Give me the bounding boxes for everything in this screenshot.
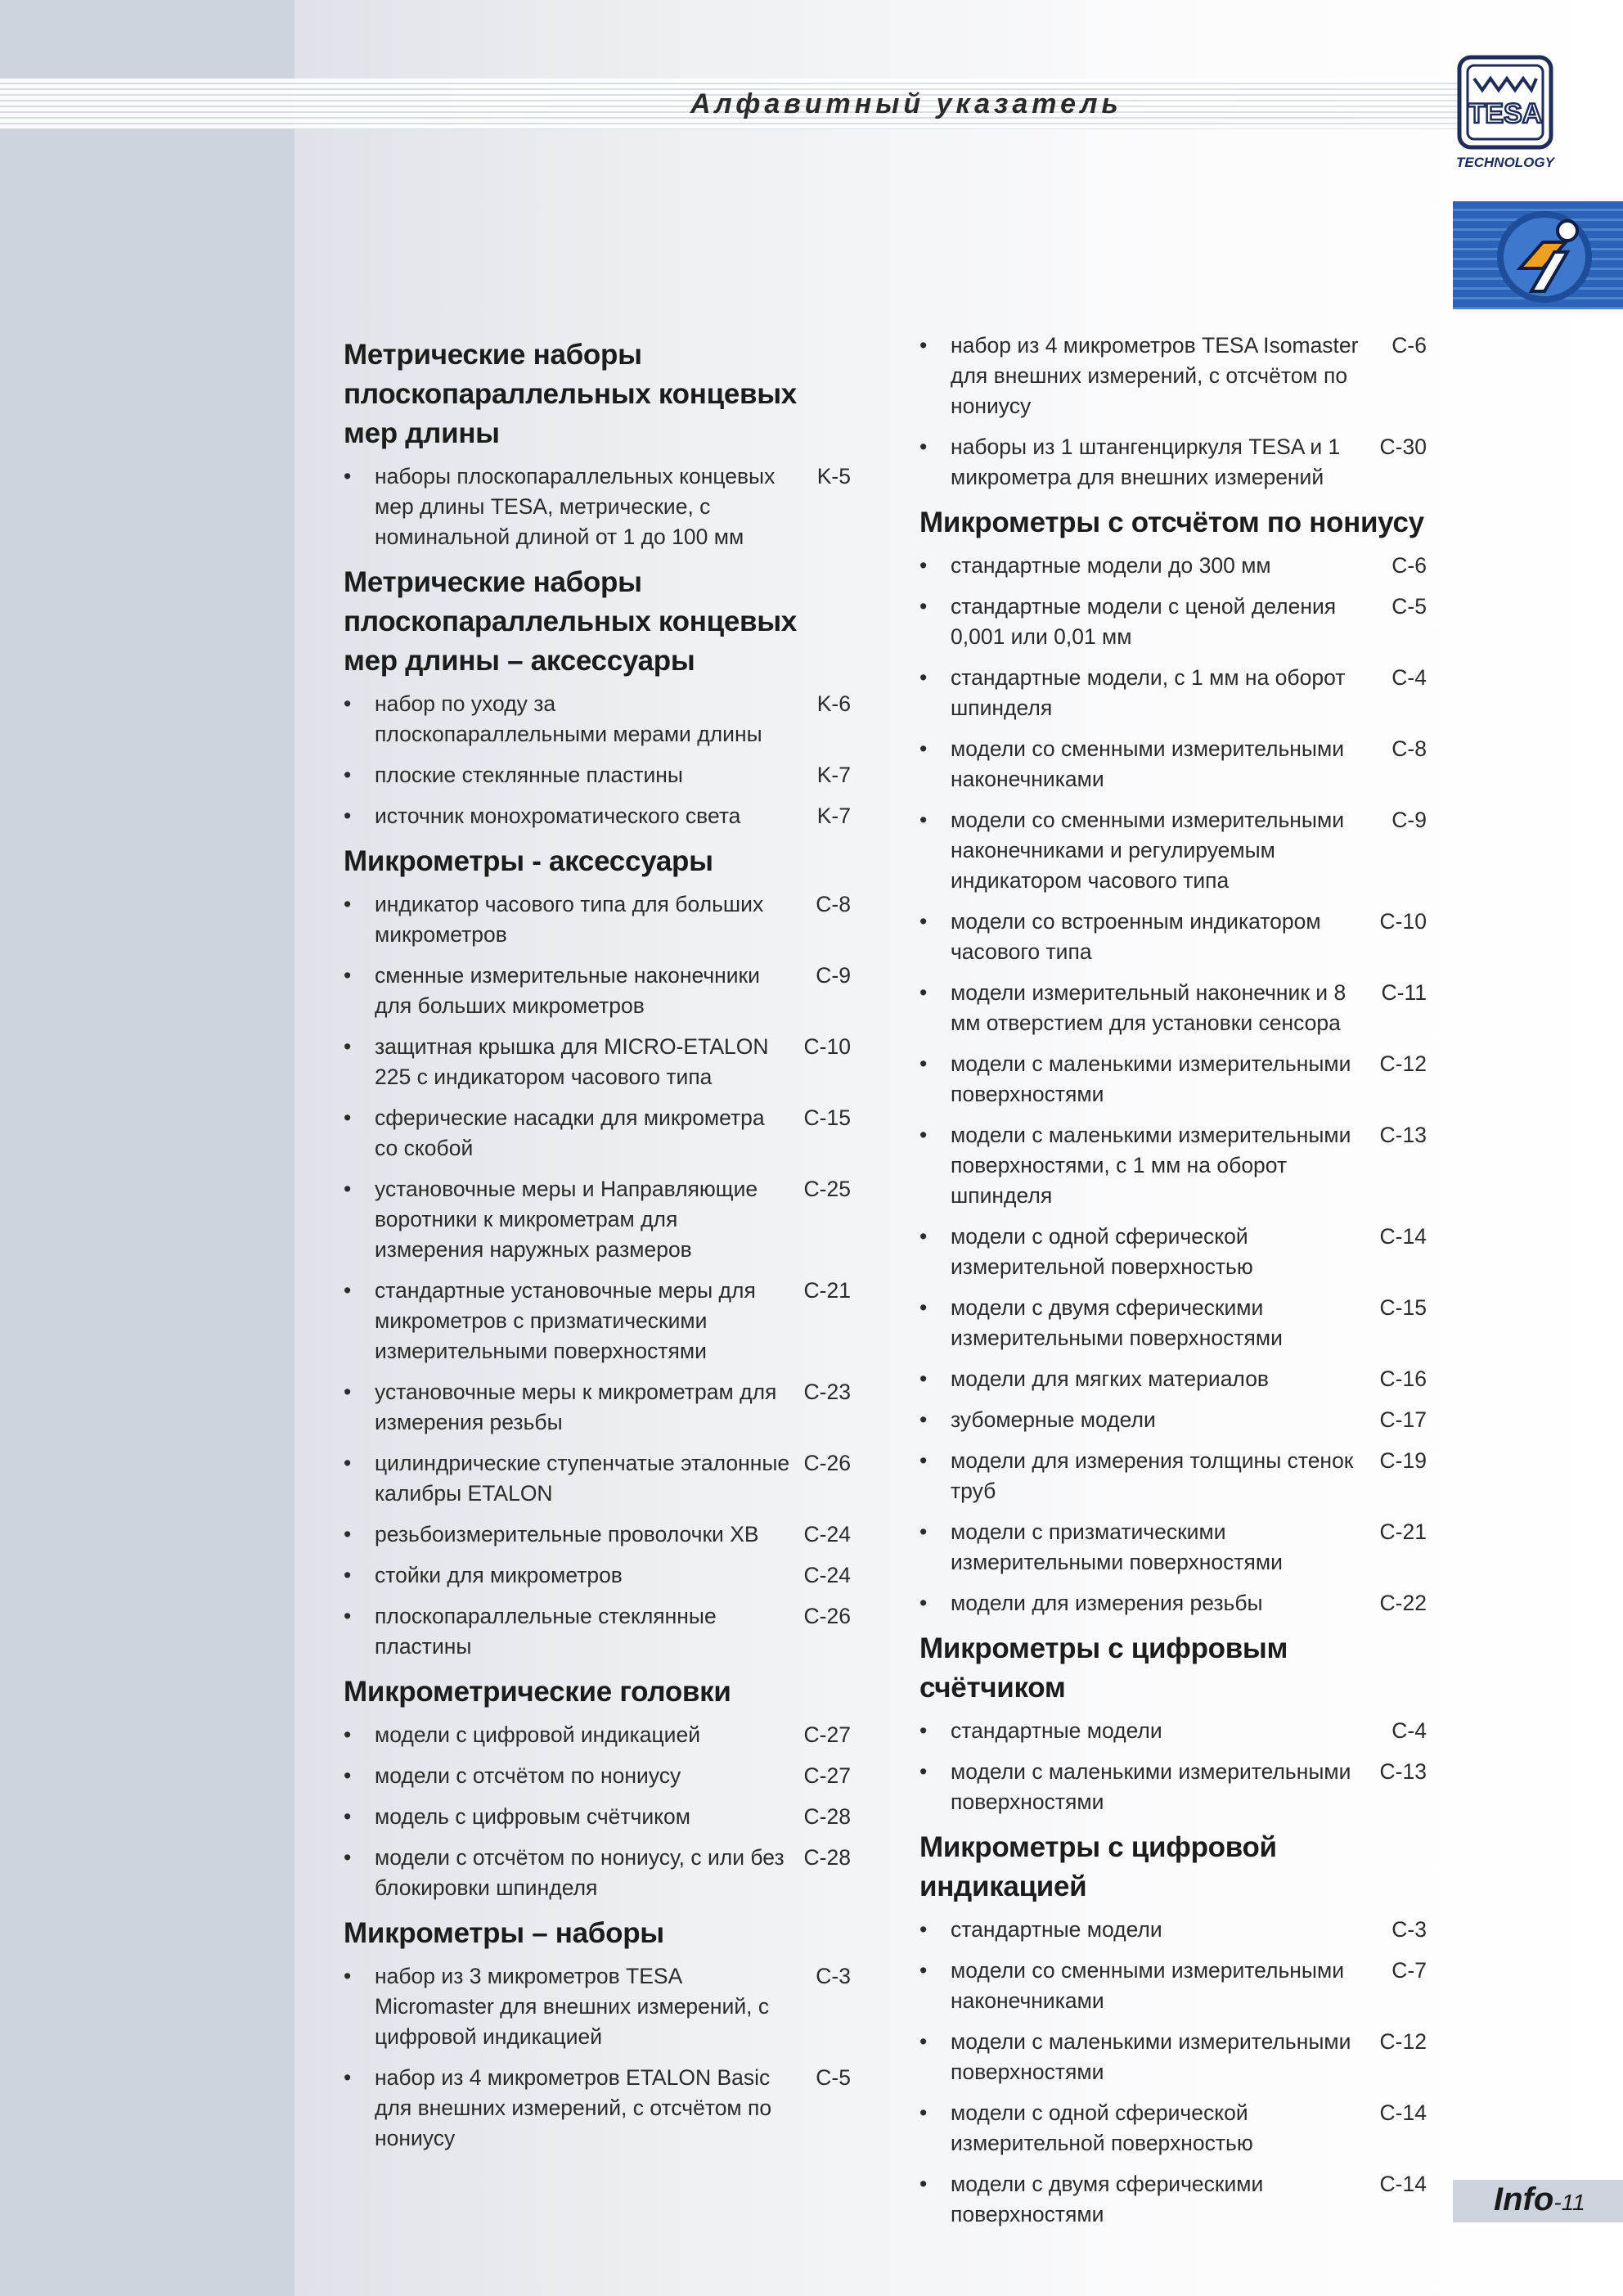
entry-page-ref: C-28 (803, 1845, 851, 1870)
entry-text: модели со сменными измерительными наконечниками и регулируемым индикатором часового типа (951, 808, 1344, 893)
bullet-icon: • (919, 2029, 928, 2054)
entry-text: модели с цифровой индикацией (375, 1722, 701, 1747)
index-entry (919, 1049, 1427, 1110)
entry-text: цилиндрические ступенчатые эталонные калибры ETALON (375, 1451, 790, 1506)
bullet-icon: • (919, 1591, 928, 1615)
bullet-icon: • (919, 909, 928, 934)
entry-text: модели со встроенным индикатором часового типа (951, 909, 1321, 964)
section-heading: Микрометры – наборы (344, 1917, 664, 1949)
footer-page-number: -11 (1553, 2190, 1585, 2215)
entry-page-ref: C-8 (816, 892, 851, 916)
bullet-icon: • (919, 553, 928, 578)
index-entry (344, 1761, 851, 1791)
index-entry (344, 889, 851, 950)
entry-text: установочные меры и Направляющие воротники к микрометрам для измерения наружных размеров (375, 1177, 758, 1262)
entry-text: сменные измерительные наконечники для больших микрометров (375, 963, 760, 1018)
entry-page-ref: C-6 (1391, 553, 1427, 578)
index-entry (919, 1588, 1427, 1618)
bullet-icon: • (344, 1105, 352, 1130)
entry-text: модели с двумя сферическими поверхностями (951, 2172, 1264, 2226)
entry-text: модели с двумя сферическими измерительными поверхностями (951, 1295, 1283, 1350)
entry-page-ref: C-15 (803, 1105, 851, 1130)
index-entry (919, 978, 1427, 1038)
entry-text: защитная крышка для MICRO-ETALON 225 с индикатором часового типа (375, 1034, 769, 1089)
index-entry (344, 1519, 851, 1550)
entry-page-ref: C-26 (803, 1604, 851, 1628)
entry-text: стандартные установочные меры для микрометров с призматическими измерительными поверхностями (375, 1278, 756, 1363)
bullet-icon: • (919, 808, 928, 832)
bullet-icon: • (919, 434, 928, 459)
entry-text: установочные меры к микрометрам для измерения резьбы (375, 1380, 777, 1434)
entry-page-ref: C-11 (1381, 980, 1427, 1005)
index-entry (344, 1601, 851, 1662)
index-entry (344, 1174, 851, 1265)
bullet-icon: • (344, 1845, 352, 1870)
index-entry (919, 805, 1427, 896)
entry-page-ref: C-3 (816, 1964, 851, 1988)
bullet-icon: • (344, 1380, 352, 1404)
index-entry (919, 1222, 1427, 1282)
entry-text: модели с маленькими измерительными поверхностями (951, 2029, 1351, 2084)
entry-page-ref: C-10 (803, 1034, 851, 1059)
bullet-icon: • (344, 804, 352, 828)
entry-page-ref: C-4 (1391, 1718, 1427, 1743)
bullet-icon: • (919, 1448, 928, 1473)
index-entry (344, 1448, 851, 1509)
index-entry (344, 1276, 851, 1366)
bullet-icon: • (919, 736, 928, 761)
section-heading: Микрометры с цифровой индикацией (919, 1831, 1277, 1902)
index-entry (344, 760, 851, 790)
entry-text: наборы из 1 штангенциркуля TESA и 1 микрометра для внешних измерений (951, 434, 1341, 489)
index-entry (344, 801, 851, 831)
entry-text: модели для измерения толщины стенок труб (951, 1448, 1354, 1503)
index-entry (919, 2169, 1427, 2230)
entry-text: набор из 4 микрометров ETALON Basic для внешних измерений, с отсчётом по нониусу (375, 2065, 772, 2150)
entry-text: модели измерительный наконечник и 8 мм отверстием для установки сенсора (951, 980, 1347, 1035)
entry-page-ref: C-9 (1391, 808, 1427, 832)
bullet-icon: • (344, 1522, 352, 1546)
entry-page-ref: K-6 (816, 691, 851, 716)
index-entry (344, 1560, 851, 1591)
entry-page-ref: C-7 (1391, 1958, 1427, 1983)
entry-page-ref: C-15 (1379, 1295, 1427, 1320)
left-index-column (344, 335, 851, 2164)
entry-text: модели с отсчётом по нониусу (375, 1763, 681, 1788)
index-entry (344, 1032, 851, 1092)
footer-info-label: Info (1494, 2181, 1554, 2217)
bullet-icon: • (919, 665, 928, 690)
entry-text: стандартные модели (951, 1718, 1162, 1743)
entry-page-ref: C-5 (1391, 594, 1427, 619)
section-heading: Микрометры - аксессуары (344, 845, 713, 877)
entry-text: наборы плоскопараллельных концевых мер длины TESA, метрические, с номинальной длиной от 1 до 100 мм (375, 464, 776, 549)
index-entry (919, 907, 1427, 967)
entry-text: модели для измерения резьбы (951, 1591, 1263, 1615)
index-entry (919, 1446, 1427, 1506)
bullet-icon: • (919, 2172, 928, 2196)
index-entry (919, 663, 1427, 723)
bullet-icon: • (919, 1295, 928, 1320)
index-entry (919, 592, 1427, 652)
entry-text: плоские стеклянные пластины (375, 763, 683, 787)
bullet-icon: • (344, 1563, 352, 1587)
bullet-icon: • (919, 1519, 928, 1544)
index-entry (919, 1757, 1427, 1817)
left-margin-strip (0, 0, 294, 2296)
index-entry (344, 1377, 851, 1438)
bullet-icon: • (919, 1366, 928, 1391)
entry-page-ref: C-23 (803, 1380, 851, 1404)
logo-text: TESA (1468, 98, 1543, 129)
entry-text: модели с маленькими измерительными поверхностями (951, 1051, 1351, 1106)
index-entry (919, 1517, 1427, 1578)
bullet-icon: • (344, 963, 352, 988)
bullet-icon: • (344, 2065, 352, 2090)
bullet-icon: • (344, 691, 352, 716)
index-entry (919, 2027, 1427, 2087)
info-section-icon (1453, 201, 1623, 309)
entry-text: резьбоизмерительные проволочки XB (375, 1522, 759, 1546)
entry-page-ref: C-24 (803, 1522, 851, 1546)
entry-page-ref: C-12 (1379, 2029, 1427, 2054)
index-entry (344, 2063, 851, 2154)
entry-page-ref: C-3 (1391, 1917, 1427, 1942)
section-heading: Метрические наборы плоскопараллельных концевых мер длины (344, 339, 797, 449)
index-entry (919, 551, 1427, 581)
bullet-icon: • (344, 464, 352, 488)
entry-page-ref: K-7 (816, 763, 851, 787)
page-header-title: Алфавитный указатель (690, 88, 1122, 119)
bullet-icon: • (344, 1604, 352, 1628)
entry-page-ref: C-9 (816, 963, 851, 988)
entry-text: стандартные модели с ценой деления 0,001 или 0,01 мм (951, 594, 1337, 649)
index-entry (919, 1120, 1427, 1211)
entry-page-ref: C-27 (803, 1763, 851, 1788)
entry-page-ref: C-14 (1379, 2100, 1427, 2125)
index-entry (344, 1103, 851, 1164)
entry-page-ref: C-4 (1391, 665, 1427, 690)
bullet-icon: • (919, 1123, 928, 1147)
entry-text: индикатор часового типа для больших микрометров (375, 892, 764, 947)
entry-page-ref: C-27 (803, 1722, 851, 1747)
entry-text: модели с призматическими измерительными поверхностями (951, 1519, 1283, 1574)
bullet-icon: • (344, 892, 352, 916)
index-entry (919, 1716, 1427, 1746)
logo-subtext: TECHNOLOGY (1456, 155, 1554, 170)
entry-text: модели со сменными измерительными наконечниками (951, 1958, 1344, 2013)
entry-text: набор из 3 микрометров TESA Micromaster для внешних измерений, с цифровой индикацией (375, 1964, 770, 2049)
bullet-icon: • (919, 1958, 928, 1983)
section-heading: Метрические наборы плоскопараллельных концевых мер длины – аксессуары (344, 566, 797, 677)
index-entry (919, 331, 1427, 421)
entry-text: стандартные модели, с 1 мм на оборот шпинделя (951, 665, 1346, 720)
info-icon (1453, 201, 1623, 309)
index-entry (919, 734, 1427, 795)
entry-text: источник монохроматического света (375, 804, 741, 828)
entry-text: набор по уходу за плоскопараллельными мерами длины (375, 691, 762, 746)
bullet-icon: • (919, 980, 928, 1005)
entry-page-ref: C-19 (1379, 1448, 1427, 1473)
bullet-icon: • (919, 1407, 928, 1432)
entry-text: сферические насадки для микрометра со скобой (375, 1105, 765, 1160)
footer-page-label (1494, 2181, 1585, 2218)
entry-page-ref: C-10 (1379, 909, 1427, 934)
entry-text: набор из 4 микрометров TESA Isomaster для внешних измерений, с отсчётом по нониусу (951, 333, 1359, 418)
index-entry (344, 961, 851, 1021)
section-heading: Микрометры с отсчётом по нониусу (919, 506, 1424, 538)
entry-text: плоскопараллельные стеклянные пластины (375, 1604, 717, 1659)
index-entry (919, 2098, 1427, 2159)
entry-page-ref: C-13 (1379, 1123, 1427, 1147)
bullet-icon: • (344, 1722, 352, 1747)
entry-page-ref: C-25 (803, 1177, 851, 1201)
bullet-icon: • (344, 1451, 352, 1475)
bullet-icon: • (919, 1051, 928, 1076)
entry-page-ref: C-21 (803, 1278, 851, 1303)
index-entry (919, 432, 1427, 493)
entry-text: модели с маленькими измерительными поверхностями, с 1 мм на оборот шпинделя (951, 1123, 1351, 1208)
entry-text: стандартные модели (951, 1917, 1162, 1942)
bullet-icon: • (919, 1917, 928, 1942)
entry-page-ref: C-21 (1379, 1519, 1427, 1544)
entry-page-ref: C-16 (1379, 1366, 1427, 1391)
bullet-icon: • (344, 1177, 352, 1201)
bullet-icon: • (344, 1034, 352, 1059)
entry-page-ref: C-28 (803, 1804, 851, 1829)
bullet-icon: • (919, 1718, 928, 1743)
entry-page-ref: K-7 (816, 804, 851, 828)
index-entry (344, 689, 851, 750)
entry-page-ref: C-30 (1379, 434, 1427, 459)
index-entry (344, 1843, 851, 1903)
bullet-icon: • (344, 1278, 352, 1303)
entry-page-ref: C-22 (1379, 1591, 1427, 1615)
index-entry (919, 1915, 1427, 1945)
bullet-icon: • (919, 333, 928, 358)
section-heading: Микрометры с цифровым счётчиком (919, 1632, 1288, 1704)
entry-text: модели для мягких материалов (951, 1366, 1270, 1391)
bullet-icon: • (344, 1804, 352, 1829)
bullet-icon: • (919, 1759, 928, 1784)
index-entry (344, 1961, 851, 2052)
entry-text: зубомерные модели (951, 1407, 1156, 1432)
entry-page-ref: C-14 (1379, 2172, 1427, 2196)
index-entry (919, 1364, 1427, 1394)
bullet-icon: • (344, 1964, 352, 1988)
entry-text: стойки для микрометров (375, 1563, 623, 1587)
entry-page-ref: C-24 (803, 1563, 851, 1587)
bullet-icon: • (919, 1224, 928, 1249)
index-entry (344, 1720, 851, 1750)
right-index-column (919, 331, 1427, 2240)
bullet-icon: • (919, 594, 928, 619)
bullet-icon: • (344, 1763, 352, 1788)
entry-page-ref: C-12 (1379, 1051, 1427, 1076)
section-heading: Микрометрические головки (344, 1676, 731, 1708)
index-entry (919, 1956, 1427, 2016)
entry-page-ref: C-14 (1379, 1224, 1427, 1249)
entry-page-ref: K-5 (816, 464, 851, 488)
entry-text: модели с отсчётом по нониусу, с или без блокировки шпинделя (375, 1845, 785, 1900)
entry-page-ref: C-5 (816, 2065, 851, 2090)
tesa-logo (1454, 54, 1556, 173)
index-entry (344, 1802, 851, 1832)
entry-page-ref: C-6 (1391, 333, 1427, 358)
entry-text: модель с цифровым счётчиком (375, 1804, 690, 1829)
index-entry (344, 461, 851, 552)
entry-page-ref: C-8 (1391, 736, 1427, 761)
entry-text: стандартные модели до 300 мм (951, 553, 1271, 578)
entry-text: модели со сменными измерительными наконечниками (951, 736, 1344, 791)
entry-page-ref: C-17 (1379, 1407, 1427, 1432)
bullet-icon: • (919, 2100, 928, 2125)
entry-page-ref: C-26 (803, 1451, 851, 1475)
entry-text: модели с маленькими измерительными поверхностями (951, 1759, 1351, 1814)
entry-text: модели с одной сферической измерительной поверхностью (951, 2100, 1253, 2155)
index-entry (919, 1405, 1427, 1435)
entry-page-ref: C-13 (1379, 1759, 1427, 1784)
bullet-icon: • (344, 763, 352, 787)
index-entry (919, 1293, 1427, 1353)
entry-text: модели с одной сферической измерительной поверхностью (951, 1224, 1253, 1279)
